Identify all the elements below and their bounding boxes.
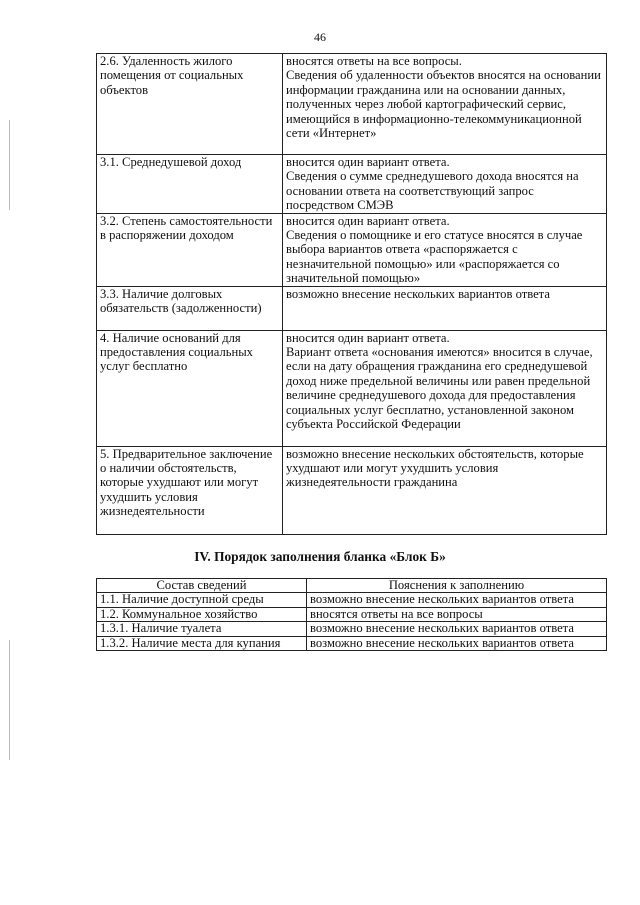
table-row [97, 213, 607, 286]
table-row [97, 54, 607, 155]
explanation-line: Сведения о помощнике и его статусе вносятся в случае выбора вариантов ответа «распоряжается с незначительной помощью» или «распоряжается со значительной помощью» [286, 228, 583, 286]
table-cell-field: 5. Предварительное заключение о наличии обстоятельств, которые ухудшают или могут ухудшить условия жизнедеятельности [97, 446, 283, 534]
explanation-line: Вариант ответа «основания имеются» вносится в случае, если на дату обращения гражданина его среднедушевой доход ниже предельной величины или равен предельной величине среднедушевого дохода для предоставления социальных услуг бесплатно, установленной законом субъекта Российской Федерации [286, 345, 593, 432]
column-header-explanation: Пояснения к заполнению [307, 579, 607, 593]
scan-edge-mark [9, 120, 10, 210]
column-header-field: Состав сведений [97, 579, 307, 593]
explanation-line: Сведения о сумме среднедушевого дохода вносятся на основании ответа на соответствующий запрос посредством СМЭВ [286, 169, 579, 213]
explanation-line: вносятся ответы на все вопросы. [286, 54, 462, 68]
table-cell-field: 3.3. Наличие долговых обязательств (задолженности) [97, 286, 283, 330]
table-row [97, 286, 607, 330]
table-row [97, 593, 607, 608]
table-cell-explanation [283, 286, 607, 330]
explanation-line: Сведения об удаленности объектов вносятся на основании информации гражданина или на основании данных, полученных через любой картографический сервис, имеющийся в информационно-телекоммуникационной сети «Интернет» [286, 68, 601, 141]
table-cell-explanation [283, 330, 607, 446]
section-heading: IV. Порядок заполнения бланка «Блок Б» [194, 549, 446, 564]
table-row [97, 636, 607, 651]
table-row [97, 155, 607, 214]
table-row [97, 607, 607, 622]
table-cell-field: 1.3.2. Наличие места для купания [97, 636, 307, 651]
table-cell-explanation: возможно внесение нескольких вариантов ответа [307, 622, 607, 637]
table-cell-field: 2.6. Удаленность жилого помещения от социальных объектов [97, 54, 283, 155]
table-cell-field: 4. Наличие оснований для предоставления социальных услуг бесплатно [97, 330, 283, 446]
explanation-line: возможно внесение нескольких обстоятельств, которые ухудшают или могут ухудшить условия жизнедеятельности гражданина [286, 446, 584, 490]
table-cell-field: 1.3.1. Наличие туалета [97, 622, 307, 637]
table-cell-explanation [283, 54, 607, 155]
table-cell-field: 3.1. Среднедушевой доход [97, 155, 283, 214]
table-cell-explanation [283, 155, 607, 214]
table-row [97, 622, 607, 637]
table-cell-field: 1.1. Наличие доступной среды [97, 593, 307, 608]
explanation-line: возможно внесение нескольких вариантов ответа [286, 286, 550, 301]
table-cell-explanation: возможно внесение нескольких вариантов ответа [307, 593, 607, 608]
explanation-line: вносится один вариант ответа. [286, 213, 450, 228]
page-number: 46 [314, 30, 326, 44]
table-cell-explanation: вносятся ответы на все вопросы [307, 607, 607, 622]
explanation-line: вносится один вариант ответа. [286, 155, 450, 169]
table-cell-explanation [283, 213, 607, 286]
table-cell-explanation: возможно внесение нескольких вариантов ответа [307, 636, 607, 651]
table-row [97, 446, 607, 534]
explanation-line: вносится один вариант ответа. [286, 330, 450, 345]
table-header-row [97, 579, 607, 593]
instructions-table-a [96, 53, 607, 535]
instructions-table-b [96, 578, 607, 651]
table-cell-field: 1.2. Коммунальное хозяйство [97, 607, 307, 622]
table-cell-explanation [283, 446, 607, 534]
table-cell-field: 3.2. Степень самостоятельности в распоряжении доходом [97, 213, 283, 286]
scan-edge-mark [9, 640, 10, 760]
table-row [97, 330, 607, 446]
